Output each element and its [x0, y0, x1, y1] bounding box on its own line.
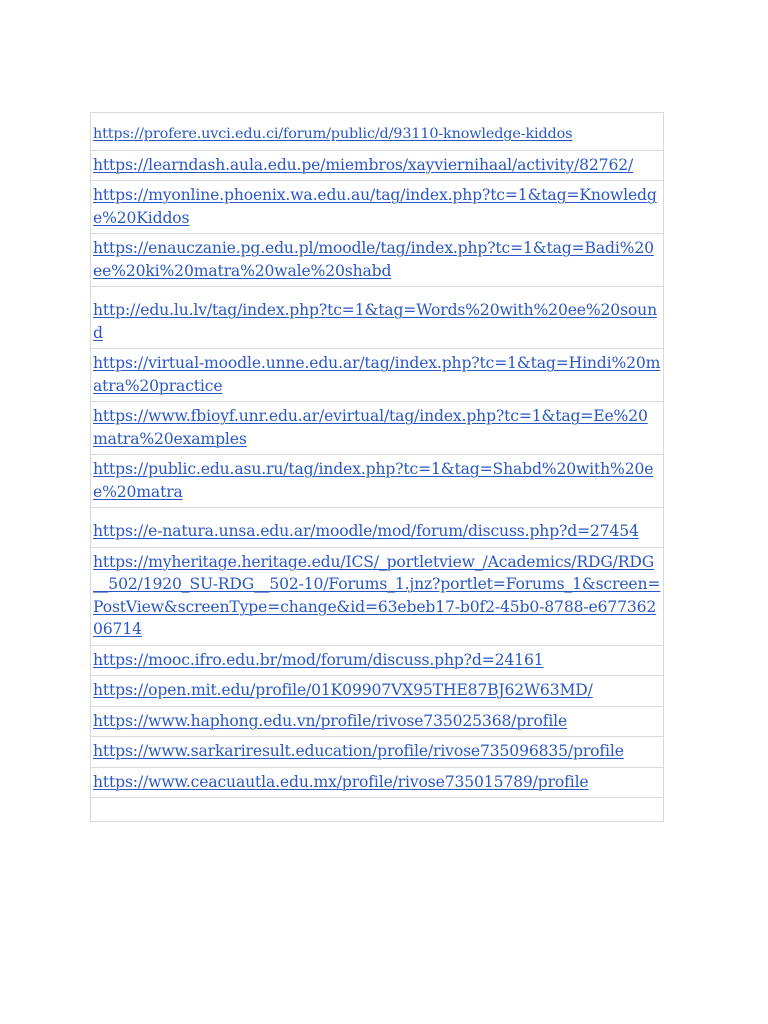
- link-mooc-ifro-discuss[interactable]: https://mooc.ifro.edu.br/mod/forum/discuss.php?d=24161: [93, 650, 544, 669]
- link-table: [90, 112, 664, 822]
- table-row: [91, 675, 663, 706]
- table-row: [91, 645, 663, 676]
- link-learndash-activity[interactable]: https://learndash.aula.edu.pe/miembros/xayviernihaal/activity/82762/: [93, 155, 634, 174]
- table-row: [91, 113, 663, 150]
- table-row: [91, 233, 663, 286]
- link-ceacuautla-profile[interactable]: https://www.ceacuautla.edu.mx/profile/rivose735015789/profile: [93, 772, 589, 791]
- table-row: [91, 401, 663, 454]
- link-sarkariresult-profile[interactable]: https://www.sarkariresult.education/profile/rivose735096835/profile: [93, 742, 624, 760]
- empty-table-row: [91, 797, 663, 821]
- link-e-natura-discuss[interactable]: https://e-natura.unsa.edu.ar/moodle/mod/forum/discuss.php?d=27454: [93, 522, 639, 540]
- link-enauczanie-tag[interactable]: https://enauczanie.pg.edu.pl/moodle/tag/index.php?tc=1&tag=Badi%20ee%20ki%20matra%20wale%20shabd: [93, 239, 654, 280]
- table-row: [91, 150, 663, 181]
- table-row: [91, 507, 663, 547]
- link-haphong-profile[interactable]: https://www.haphong.edu.vn/profile/rivose735025368/profile: [93, 711, 568, 730]
- link-virtual-moodle-unne-tag[interactable]: https://virtual-moodle.unne.edu.ar/tag/index.php?tc=1&tag=Hindi%20matra%20practice: [93, 354, 661, 395]
- link-profere-forum[interactable]: https://profere.uvci.edu.ci/forum/public/d/93110-knowledge-kiddos: [93, 126, 573, 142]
- link-myonline-phoenix-tag[interactable]: https://myonline.phoenix.wa.edu.au/tag/index.php?tc=1&tag=Knowledge%20Kiddos: [93, 186, 657, 227]
- link-fbioyf-unr-tag[interactable]: https://www.fbioyf.unr.edu.ar/evirtual/tag/index.php?tc=1&tag=Ee%20matra%20examples: [93, 407, 648, 448]
- link-edu-lu-tag[interactable]: http://edu.lu.lv/tag/index.php?tc=1&tag=Words%20with%20ee%20sound: [93, 301, 657, 342]
- table-row: [91, 736, 663, 767]
- link-public-edu-asu-tag[interactable]: https://public.edu.asu.ru/tag/index.php?tc=1&tag=Shabd%20with%20ee%20matra: [93, 460, 654, 501]
- table-row: [91, 547, 663, 645]
- table-row: [91, 180, 663, 233]
- table-row: [91, 286, 663, 348]
- table-row: [91, 348, 663, 401]
- table-row: [91, 706, 663, 737]
- table-row: [91, 454, 663, 507]
- link-myheritage-forum[interactable]: https://myheritage.heritage.edu/ICS/_portletview_/Academics/RDG/RDG__502/1920_SU-RDG__502-10/Forums_1.jnz?portlet=Forums_1&screen=PostView&screenType=change&id=63ebeb17-b0f2-45b0-8788-e67736206714: [93, 552, 661, 638]
- link-open-mit-profile[interactable]: https://open.mit.edu/profile/01K09907VX95THE87BJ62W63MD/: [93, 681, 593, 699]
- table-row: [91, 767, 663, 798]
